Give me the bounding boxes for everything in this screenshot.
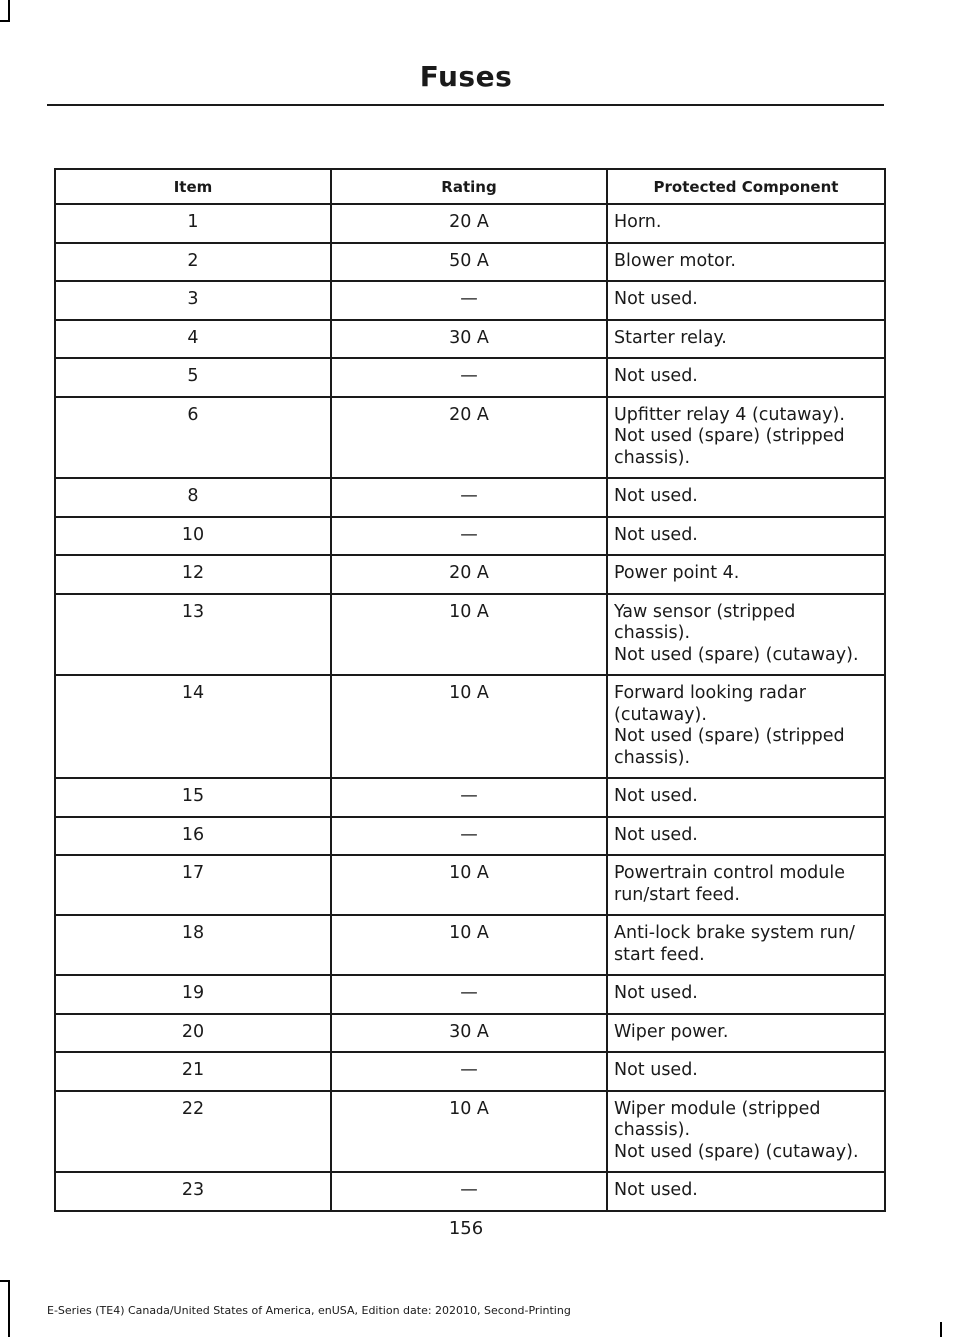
cell-rating: 30 A (331, 1014, 607, 1053)
cell-protected-component (607, 243, 885, 282)
cell-item: 18 (55, 915, 331, 975)
component-text-line: Yaw sensor (stripped (614, 601, 796, 622)
cell-rating: 10 A (331, 915, 607, 975)
component-text-line: Blower motor. (614, 250, 736, 271)
component-text-line: Wiper power. (614, 1021, 729, 1042)
cell-item: 10 (55, 517, 331, 556)
component-text-line: Not used (spare) (cutaway). (614, 644, 859, 665)
footer-edition-info: E-Series (TE4) Canada/United States of America, enUSA, Edition date: 202010, Second-Printing (47, 1304, 571, 1317)
cell-item: 2 (55, 243, 331, 282)
cell-protected-component (607, 478, 885, 517)
cell-protected-component (607, 281, 885, 320)
table-row (55, 358, 885, 397)
component-text-line: Not used. (614, 1180, 698, 1200)
cell-item: 4 (55, 320, 331, 359)
cell-rating: — (331, 281, 607, 320)
component-text-line: chassis). (614, 747, 691, 768)
component-text-line: chassis). (614, 1120, 691, 1140)
cell-rating: 20 A (331, 397, 607, 479)
component-text-line: Forward looking radar (614, 683, 806, 703)
table-row (55, 855, 885, 915)
column-header-rating: Rating (331, 169, 607, 204)
cell-protected-component (607, 1014, 885, 1053)
cell-rating: 30 A (331, 320, 607, 359)
table-row (55, 1091, 885, 1173)
page-title: Fuses (419, 60, 513, 93)
cell-item: 23 (55, 1172, 331, 1211)
cell-rating: — (331, 358, 607, 397)
cell-item: 20 (55, 1014, 331, 1053)
table-row (55, 675, 885, 778)
table-row (55, 281, 885, 320)
cell-item: 8 (55, 478, 331, 517)
cell-protected-component (607, 555, 885, 594)
cell-protected-component (607, 594, 885, 676)
cell-rating: 20 A (331, 204, 607, 243)
cell-protected-component (607, 358, 885, 397)
component-text-line: run/start feed. (614, 884, 740, 905)
cell-protected-component (607, 975, 885, 1014)
component-text-line: Starter relay. (614, 327, 727, 348)
cell-protected-component (607, 675, 885, 778)
crop-mark-top-left-v (8, 0, 10, 22)
table-row (55, 1052, 885, 1091)
cell-rating: — (331, 817, 607, 856)
cell-item: 3 (55, 281, 331, 320)
component-text-line: Not used. (614, 366, 698, 386)
table-row (55, 778, 885, 817)
crop-mark-top-left-h (0, 20, 10, 22)
component-text-line: chassis). (614, 623, 691, 643)
fuse-table-body (55, 204, 885, 1211)
component-text-line: Not used (spare) (stripped (614, 726, 845, 746)
table-row (55, 517, 885, 556)
component-text-line: Upfitter relay 4 (cutaway). (614, 404, 845, 425)
cell-item: 5 (55, 358, 331, 397)
table-row (55, 1014, 885, 1053)
cell-rating: 20 A (331, 555, 607, 594)
cell-rating: — (331, 478, 607, 517)
component-text-line: chassis). (614, 447, 691, 468)
column-header-item: Item (55, 169, 331, 204)
cell-rating: — (331, 975, 607, 1014)
component-text-line: Not used. (614, 824, 698, 845)
cell-item: 15 (55, 778, 331, 817)
cell-item: 17 (55, 855, 331, 915)
table-row (55, 320, 885, 359)
cell-item: 13 (55, 594, 331, 676)
cell-protected-component (607, 320, 885, 359)
cell-rating: 50 A (331, 243, 607, 282)
table-row (55, 817, 885, 856)
component-text-line: Anti-lock brake system run/ (614, 923, 855, 943)
cell-item: 19 (55, 975, 331, 1014)
component-text-line: Not used. (614, 486, 698, 506)
cell-rating: 10 A (331, 855, 607, 915)
component-text-line: Not used. (614, 786, 698, 806)
cell-protected-component (607, 1172, 885, 1211)
component-text-line: Not used. (614, 1060, 698, 1080)
cell-protected-component (607, 778, 885, 817)
component-text-line: Powertrain control module (614, 863, 846, 883)
component-text-line: start feed. (614, 944, 705, 965)
fuse-table (54, 168, 886, 1212)
cell-rating: 10 A (331, 594, 607, 676)
component-text-line: Wiper module (stripped (614, 1098, 821, 1119)
table-row (55, 555, 885, 594)
table-row (55, 915, 885, 975)
cell-rating: 10 A (331, 675, 607, 778)
component-text-line: Power point 4. (614, 563, 740, 583)
table-row (55, 1172, 885, 1211)
cell-protected-component (607, 817, 885, 856)
cell-item: 1 (55, 204, 331, 243)
cell-rating: — (331, 1172, 607, 1211)
cell-protected-component (607, 855, 885, 915)
component-text-line: Horn. (614, 212, 662, 232)
cell-protected-component (607, 204, 885, 243)
component-text-line: Not used. (614, 983, 698, 1003)
component-text-line: Not used (spare) (cutaway). (614, 1141, 859, 1162)
component-text-line: Not used (spare) (stripped (614, 426, 845, 446)
cell-item: 21 (55, 1052, 331, 1091)
title-divider (47, 104, 884, 106)
table-row (55, 975, 885, 1014)
table-header-row (55, 169, 885, 204)
column-header-protected-component: Protected Component (607, 169, 885, 204)
cell-protected-component (607, 1052, 885, 1091)
cell-item: 14 (55, 675, 331, 778)
cell-protected-component (607, 1091, 885, 1173)
table-row (55, 243, 885, 282)
table-row (55, 204, 885, 243)
crop-mark-bottom-left-v (8, 1280, 10, 1337)
component-text-line: Not used. (614, 524, 698, 545)
cell-protected-component (607, 915, 885, 975)
cell-protected-component (607, 397, 885, 479)
cell-item: 6 (55, 397, 331, 479)
cell-item: 16 (55, 817, 331, 856)
crop-mark-bottom-left-h (0, 1280, 10, 1282)
crop-mark-bottom-right-v (940, 1322, 942, 1337)
cell-protected-component (607, 517, 885, 556)
component-text-line: (cutaway). (614, 704, 707, 725)
cell-item: 22 (55, 1091, 331, 1173)
table-row (55, 478, 885, 517)
cell-item: 12 (55, 555, 331, 594)
cell-rating: 10 A (331, 1091, 607, 1173)
cell-rating: — (331, 1052, 607, 1091)
cell-rating: — (331, 778, 607, 817)
table-row (55, 594, 885, 676)
table-row (55, 397, 885, 479)
component-text-line: Not used. (614, 289, 698, 309)
page-number: 156 (448, 1218, 484, 1239)
cell-rating: — (331, 517, 607, 556)
